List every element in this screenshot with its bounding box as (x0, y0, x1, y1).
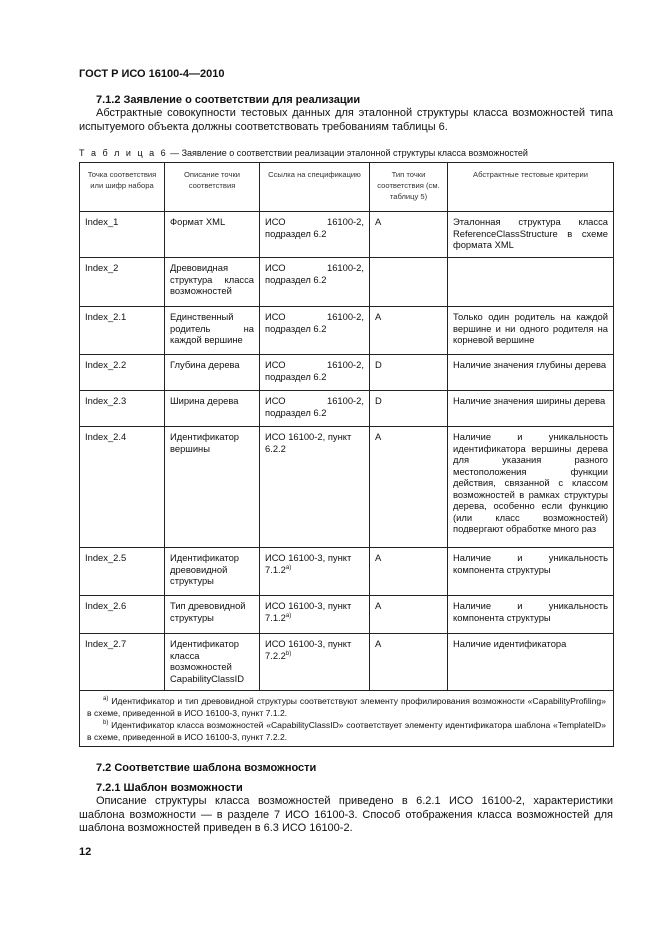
cell-description: Идентификатор древовидной структуры (165, 548, 260, 596)
cell-reference (260, 427, 370, 548)
page-number: 12 (79, 846, 92, 858)
section-712-text: Абстрактные совокупности тестовых данных для эталонной структуры класса возможностей типа испытуемого объекта должны соответствовать требованиям таблицы 6. (79, 107, 613, 133)
table-footnotes-row (80, 691, 614, 747)
cell-reference (260, 355, 370, 391)
cell-description: Идентификатор вершины (165, 427, 260, 548)
cell-id: Index_2.5 (80, 548, 165, 596)
column-header: Точка соответствия или шифр набора (80, 163, 165, 212)
cell-type: A (370, 634, 448, 691)
table-row (80, 391, 614, 427)
table-caption (79, 148, 528, 158)
footnote-ref-a: a) (285, 564, 292, 571)
table-footnotes (80, 691, 614, 747)
cell-description: Древовидная структура класса возможностей (165, 258, 260, 307)
table-caption-prefix: Т а б л и ц а 6 (79, 148, 168, 158)
cell-criteria: Только один родитель на каждой вершине и ни одного родителя на корневой вершине (448, 307, 614, 355)
reference-text: ИСО 16100-2, подраздел 6.2 (265, 359, 364, 382)
table-caption-text: — Заявление о соответствии реализации эталонной структуры класса возможностей (167, 148, 528, 158)
cell-description: Тип древовидной структуры (165, 596, 260, 634)
footnote-ref-a: a) (285, 612, 292, 619)
cell-reference (260, 212, 370, 258)
table-row (80, 548, 614, 596)
cell-id: Index_2.6 (80, 596, 165, 634)
column-header: Абстрактные тестовые критерии (448, 163, 614, 212)
cell-criteria: Наличие и уникальность идентификатора вершины дерева для указания разного местоположения функции действия, связанной с классом возможностей в рамках структуры дерева, особенно если функцию (или класс возможностей) подвергают обработке много раз (448, 427, 614, 548)
cell-criteria: Наличие и уникальность компонента структуры (448, 548, 614, 596)
cell-criteria: Наличие и уникальность компонента структуры (448, 596, 614, 634)
cell-description: Единственный родитель на каждой вершине (165, 307, 260, 355)
cell-id: Index_2.4 (80, 427, 165, 548)
reference-text: ИСО 16100-3, пункт 7.1.2 (265, 552, 352, 575)
reference-text: ИСО 16100-2, пункт 6.2.2 (265, 431, 352, 454)
reference-text: ИСО 16100-2, подраздел 6.2 (265, 395, 364, 418)
cell-type: A (370, 212, 448, 258)
cell-criteria: Наличие идентификатора (448, 634, 614, 691)
table-row (80, 212, 614, 258)
reference-text: ИСО 16100-2, подраздел 6.2 (265, 262, 364, 285)
cell-reference (260, 548, 370, 596)
cell-id: Index_2.3 (80, 391, 165, 427)
document-header: ГОСТ Р ИСО 16100-4—2010 (79, 68, 225, 80)
cell-description: Идентификатор класса возможностей CapabilityClassID (165, 634, 260, 691)
reference-text: ИСО 16100-3, пункт 7.1.2 (265, 600, 352, 623)
cell-type: D (370, 391, 448, 427)
cell-description: Ширина дерева (165, 391, 260, 427)
cell-criteria: Наличие значения глубины дерева (448, 355, 614, 391)
column-header: Описание точки соответствия (165, 163, 260, 212)
section-72-title: 7.2 Соответствие шаблона возможности (96, 762, 317, 774)
cell-type: A (370, 427, 448, 548)
cell-type: D (370, 355, 448, 391)
table-row (80, 634, 614, 691)
cell-id: Index_2.2 (80, 355, 165, 391)
cell-description: Глубина дерева (165, 355, 260, 391)
reference-text: ИСО 16100-2, подраздел 6.2 (265, 311, 364, 334)
cell-id: Index_2 (80, 258, 165, 307)
conformance-table (79, 162, 614, 747)
table-row (80, 258, 614, 307)
cell-criteria: Эталонная структура класса ReferenceClassStructure в схеме формата XML (448, 212, 614, 258)
footnote-mark: a) (103, 696, 109, 703)
table-row (80, 307, 614, 355)
cell-type: A (370, 548, 448, 596)
table-row (80, 355, 614, 391)
cell-reference (260, 258, 370, 307)
cell-reference (260, 391, 370, 427)
column-header: Ссылка на спецификацию (260, 163, 370, 212)
reference-text: ИСО 16100-3, пункт 7.2.2 (265, 638, 352, 661)
table-header-row (80, 163, 614, 212)
cell-reference (260, 634, 370, 691)
cell-criteria: Наличие значения ширины дерева (448, 391, 614, 427)
cell-type: A (370, 307, 448, 355)
cell-reference (260, 596, 370, 634)
footnote-text: Идентификатор и тип древовидной структуры соответствуют элементу профилирования возможности «CapabilityProfiling» в схеме, приведенной в ИСО 16100-3, пункт 7.1.2. (87, 696, 606, 718)
footnote-a (87, 695, 606, 719)
cell-description: Формат XML (165, 212, 260, 258)
section-721-text: Описание структуры класса возможностей приведено в 6.2.1 ИСО 16100-2, характеристики шаблона возможности — в разделе 7 ИСО 16100-3. Способ отображения класса возможностей для шаблона возможностей приведен в 6.3 ИСО 16100-2. (79, 795, 613, 834)
cell-type (370, 258, 448, 307)
reference-text: ИСО 16100-2, подраздел 6.2 (265, 216, 364, 239)
cell-reference (260, 307, 370, 355)
cell-id: Index_2.1 (80, 307, 165, 355)
cell-id: Index_2.7 (80, 634, 165, 691)
table-row (80, 427, 614, 548)
section-721-title: 7.2.1 Шаблон возможности (96, 782, 243, 794)
footnote-mark: b) (103, 720, 109, 727)
footnote-ref-b: b) (285, 650, 292, 657)
section-712-title: 7.1.2 Заявление о соответствии для реализации (96, 94, 361, 106)
footnote-text: Идентификатор класса возможностей «CapabilityClassID» соответствует элементу идентификатора шаблона «TemplateID» в схеме, приведенной в ИСО 16100-3, пункт 7.2.2. (87, 720, 606, 742)
cell-criteria (448, 258, 614, 307)
cell-type: A (370, 596, 448, 634)
table-row (80, 596, 614, 634)
footnote-b (87, 719, 606, 743)
column-header: Тип точки соответствия (см. таблицу 5) (370, 163, 448, 212)
cell-id: Index_1 (80, 212, 165, 258)
